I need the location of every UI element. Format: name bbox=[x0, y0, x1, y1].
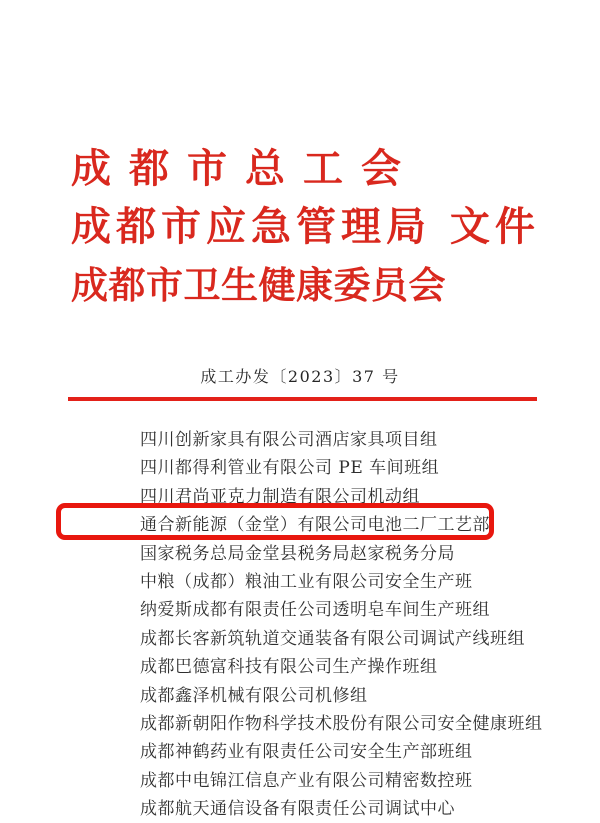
list-item: 纳爱斯成都有限责任公司透明皂车间生产班组 bbox=[140, 600, 490, 621]
list-item: 成都鑫泽机械有限公司机修组 bbox=[140, 685, 368, 706]
list-item-highlighted: 通合新能源（金堂）有限公司电池二厂工艺部 bbox=[140, 511, 570, 539]
list-item: 成都新朝阳作物科学技术股份有限公司安全健康班组 bbox=[140, 713, 543, 734]
title-line-health-commission: 成都市卫生健康委员会 bbox=[71, 263, 446, 307]
list-item: 四川都得利管业有限公司 PE 车间班组 bbox=[140, 458, 440, 479]
document-number: 成工办发〔2023〕37 号 bbox=[200, 367, 400, 386]
list-item: 成都巴德富科技有限公司生产操作班组 bbox=[140, 657, 438, 678]
list-item: 成都航天通信设备有限责任公司调试中心 bbox=[140, 799, 455, 820]
list-item: 中粮（成都）粮油工业有限公司安全生产班 bbox=[140, 571, 473, 592]
list-item: 国家税务总局金堂县税务局赵家税务分局 bbox=[140, 543, 455, 564]
list-item: 成都中电锦江信息产业有限公司精密数控班 bbox=[140, 770, 473, 791]
list-item: 四川君尚亚克力制造有限公司机动组 bbox=[140, 486, 420, 507]
list-item: 四川创新家具有限公司酒店家具项目组 bbox=[140, 430, 438, 450]
list-item: 成都长客新筑轨道交通装备有限公司调试产线班组 bbox=[140, 628, 525, 649]
title-line-chengdu-federation-of-trade-unions: 成都市总工会 bbox=[71, 145, 419, 192]
title-line-emergency-management-bureau-document: 成都市应急管理局 文件 bbox=[71, 203, 540, 250]
list-item: 成都神鹤药业有限责任公司安全生产部班组 bbox=[140, 742, 473, 763]
red-divider-line bbox=[68, 397, 537, 401]
letterhead-title bbox=[71, 140, 540, 314]
awardee-list bbox=[140, 426, 570, 823]
